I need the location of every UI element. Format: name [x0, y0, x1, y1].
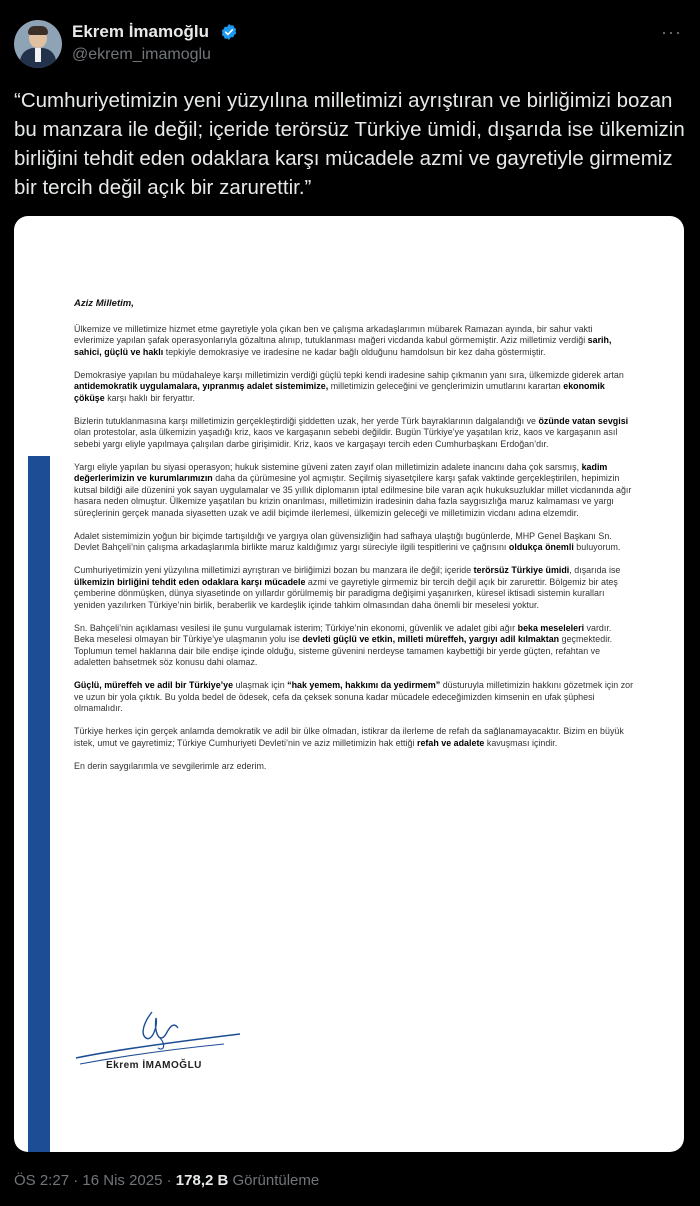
letter-paragraph: Güçlü, müreffeh ve adil bir Türkiye’ye ulaşmak için “hak yemem, hakkımı da yedirmem” düsturuyla milletimizin hakkını gözetmek için zor ve uzun bir yola çıktık. Bu yolda bedel de ödesek, cefa da çeksek sonuna kadar mücadele edeceğimizden kimsenin en ufak şüphesi olmamalıdır. [74, 680, 634, 713]
letter-paragraph: Ülkemize ve milletimize hizmet etme gayretiyle yola çıkan ben ve çalışma arkadaşlarımın mübarek Ramazan ayında, bir sahur vakti evlerimize yapılan şafak operasyonlarıyla gözaltına alınıp, tutuklanması mağeri vicdanda kabul görmemiştir. Aziz milletimiz verdiği sarih, sahici, güçlü ve haklı tepkiyle demokrasiye ve iradesine ne kadar bağlı olduğunu hamdolsun bir kez daha göstermiştir. [74, 323, 612, 357]
letter-paragraph: Adalet sistemimizin yoğun bir biçimde tartışıldığı ve yargıya olan güvensizliğin had safhaya ulaştığı bugünlerde, MHP Genel Başkanı Sn. Devlet Bahçeli’nin çalışma arkadaşlarımla birlikte maruz kaldığımız yargı süreciyle ilgili tespitlerini ve çağrısını oldukça önemli buluyorum. [74, 530, 621, 552]
verified-badge-icon [220, 23, 238, 41]
letter-paragraph: Yargı eliyle yapılan bu siyasi operasyon; hukuk sistemine güveni zaten zayıf olan milletimizin adalete inancını daha çok sarsmış, kadim değerlerimizin ve kurumlarımızın daha da çürümesine yol açmıştır. Seçilmiş siyasetçilere karşı şafak vaktinde gerçekleştirilen, hepimizin kutsal bildiği aile düzenini yok sayan uygulamalar ve 35 yıllık diplomanın iptal edilmesine bile varan açık hukuksuzluklar millet vicdanında ağır hasara neden olmuştur. Ülkemize yaşatılan bu krizin onarılması, milletimizin iradesinin daha fazla saygısızlığa maruz kalmaması ve yargı süreçlerinin gerçek manada siyasetten uzak ve adil biçimde ilerlemesi, ülkemizin geleceği ve milletimizin vicdanı adına elzemdir. [74, 461, 632, 518]
view-label: Görüntüleme [228, 1172, 320, 1189]
attached-image-letter[interactable] [14, 216, 684, 1152]
letter-paragraph: Cumhuriyetimizin yeni yüzyılına milletimizi ayrıştıran ve birliğimizi bozan bu manzara ile değil; içeride terörsüz Türkiye ümidi, dışarıda ise ülkemizin birliğini tehdit eden odaklara karşı mücadele azmi ve gayretiyle girmemiz bir tercih değil açık bir zarurettir. Bölgemiz bir ateş çemberine dönmüşken, dünya siyasetinde on yıllardır görülmemiş bir paradigma değişimi yaşanırken, küresel iktisadi sistemin kuralları yeniden yazılırken Türkiye’nin birlik, beraberlik ve kardeşlik içinde tahkim olmasından daha önemli bir meselesi yoktur. [74, 565, 621, 610]
letter-greeting: Aziz Milletim, [74, 298, 134, 309]
view-count: 178,2 B [175, 1172, 229, 1189]
letter-body [74, 298, 634, 784]
tweet-date[interactable]: 16 Nis 2025 [82, 1172, 163, 1189]
letter-paragraph: Sn. Bahçeli’nin açıklaması vesilesi ile şunu vurgulamak isterim; Türkiye’nin ekonomi, güvenlik ve adalet gibi ağır beka meseleleri vardır. Beka meselesi olmayan bir Türkiye’ye ulaşmanın yolu ise devleti güçlü ve etkin, milleti müreffeh, yargıyı adil kılmaktan geçmektedir. Toplumun temel haklarına dair bile endişe içinde olduğu, sisteme güvenini nerdeyse tamamen kaybettiği bir yerde güçten, refahtan ve adaletten bahsetmek söz konusu dahi olamaz. [74, 622, 613, 667]
more-dots-icon[interactable]: ··· [661, 22, 682, 42]
tweet-time[interactable]: ÖS 2:27 [14, 1172, 70, 1189]
tweet-meta: ÖS 2:27 · 16 Nis 2025 · 178,2 B Görüntüleme [14, 1172, 320, 1189]
letterhead-stripe [28, 456, 50, 1152]
letter-signer: Ekrem İMAMOĞLU [106, 1060, 202, 1071]
tweet-header [14, 20, 686, 72]
author-handle[interactable]: @ekrem_imamoglu [72, 46, 211, 63]
letter-paragraph: Bizlerin tutuklanmasına karşı milletimizin gerçekleştirdiği şiddetten uzak, her yerde Türk bayraklarının dalgalandığı ve özünde vatan sevgisi olan protestolar, asla ülkemizin yaşadığı kriz, kaos ve kargaşanın sebebi değildir. Bugün Türkiye’ye yaşatılan kriz, kaos ve kargaşanın asıl sebebi yargı eliyle yapılmaya çalışılan darbe girişimidir. Kriz, kaos ve kargaşayı tercih eden Cumhurbaşkanı Erdoğan’dır. [74, 415, 629, 449]
letter-paragraph: Türkiye herkes için gerçek anlamda demokratik ve adil bir ülke olmadan, istikrar da ilerleme de refah da sağlanamayacaktır. Bizim en büyük istek, umut ve gayretimiz; Türkiye Cumhuriyeti Devleti’nin ve aziz milletimizin hak ettiği refah ve adalete kavuşması içindir. [74, 726, 624, 748]
avatar[interactable] [14, 20, 62, 68]
tweet-text: “Cumhuriyetimizin yeni yüzyılına milletimizi ayrıştıran ve birliğimizi bozan bu manzara ile değil; içeride terörsüz Türkiye ümidi, dışarıda ise ülkemizin birliğini tehdit eden odaklara karşı mücadele azmi ve gayretiyle girmemiz bir tercih değil açık bir zarurettir.” [14, 89, 685, 199]
author-name[interactable]: Ekrem İmamoğlu [72, 22, 209, 41]
letter-closing: En derin saygılarımla ve sevgilerimle arz ederim. [74, 760, 267, 771]
letter-paragraph: Demokrasiye yapılan bu müdahaleye karşı milletimizin verdiği güçlü tepki kendi iradesine sahip çıkmanın yanı sıra, ülkemizde giderek artan antidemokratik uygulamalara, yıpranmış adalet sistemimize, milletimizin geleceğini ve gençlerimizin umutlarını karartan ekonomik çöküşe karşı haklı bir feryattır. [74, 369, 624, 403]
